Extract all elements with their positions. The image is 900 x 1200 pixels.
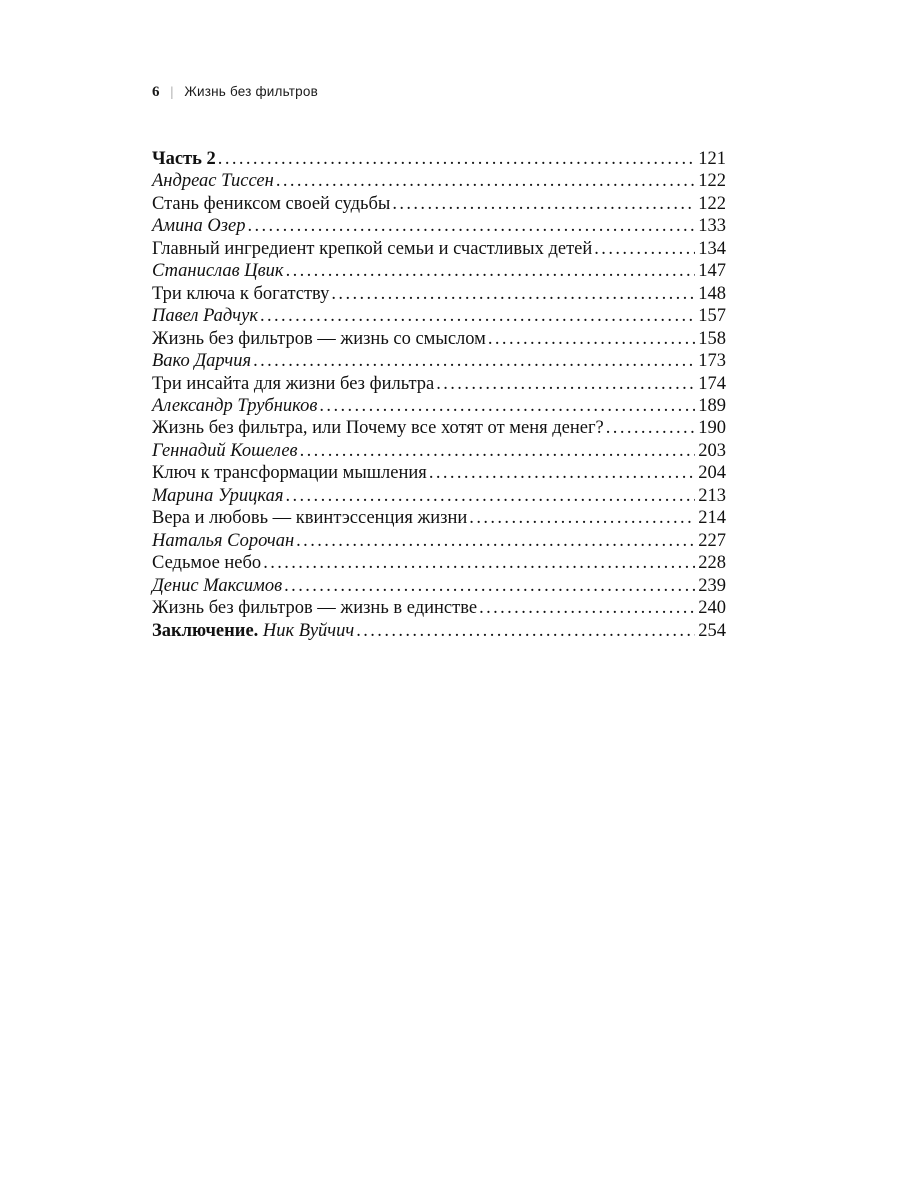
toc-entry (152, 530, 726, 552)
toc-entry (152, 170, 726, 192)
toc-list (152, 148, 726, 642)
toc-entry-title: Заключение. Ник Вуйчич (152, 620, 355, 641)
toc-entry-page: 204 (698, 463, 726, 484)
leader-dots (488, 328, 695, 350)
toc-entry-page: 133 (698, 216, 726, 237)
toc-entry-title: Часть 2 (152, 149, 216, 169)
toc-entry-title: Главный ингредиент крепкой семьи и счастливых детей (152, 238, 593, 259)
page-header (152, 84, 726, 101)
toc-entry-page: 147 (698, 261, 726, 282)
leader-dots (263, 552, 695, 574)
toc-entry-page: 213 (698, 485, 726, 506)
toc-entry-title: Вако Дарчия (152, 351, 252, 372)
toc-entry (152, 193, 726, 215)
toc-entry-page: 173 (698, 351, 726, 372)
leader-dots (606, 417, 695, 439)
page-number: 6 (152, 84, 160, 100)
toc-entry (152, 260, 726, 282)
toc-entry (152, 395, 726, 417)
toc-entry-title: Павел Радчук (152, 306, 258, 327)
toc-entry-title: Марина Урицкая (152, 485, 284, 506)
toc-entry-title: Андреас Тиссен (152, 171, 274, 192)
toc-entry (152, 328, 726, 350)
toc-entry-title: Амина Озер (152, 216, 246, 237)
leader-dots (319, 395, 695, 417)
toc-entry-page: 122 (698, 193, 726, 214)
toc-entry (152, 350, 726, 372)
leader-dots (331, 283, 695, 305)
leader-dots (392, 193, 695, 215)
toc-entry-page: 203 (698, 440, 726, 461)
leader-dots (594, 238, 695, 260)
leader-dots (356, 620, 695, 642)
toc-entry-title: Жизнь без фильтров — жизнь в единстве (152, 598, 478, 619)
leader-dots (276, 170, 695, 192)
toc-entry-title: Три инсайта для жизни без фильтра (152, 373, 435, 394)
toc-entry-title: Вера и любовь — квинтэссенция жизни (152, 508, 468, 529)
toc-entry (152, 620, 726, 642)
leader-dots (300, 440, 696, 462)
toc-entry-page: 239 (698, 575, 726, 596)
toc-entry (152, 238, 726, 260)
toc-entry-page: 174 (698, 373, 726, 394)
toc-entry-title: Стань фениксом своей судьбы (152, 193, 391, 214)
toc-entry-page: 214 (698, 508, 726, 529)
toc-entry (152, 507, 726, 529)
toc-entry-page: 134 (698, 238, 726, 259)
toc-entry (152, 597, 726, 619)
toc-entry-title: Ключ к трансформации мышления (152, 463, 427, 484)
toc-entry-page: 190 (698, 418, 726, 439)
toc-entry-title: Жизнь без фильтра, или Почему все хотят от меня денег? (152, 418, 604, 439)
leader-dots (429, 462, 695, 484)
toc-entry (152, 462, 726, 484)
toc-entry-page: 148 (698, 283, 726, 304)
toc-entry (152, 575, 726, 597)
toc-entry (152, 485, 726, 507)
toc-entry (152, 305, 726, 327)
leader-dots (479, 597, 695, 619)
toc-entry (152, 283, 726, 305)
toc-entry (152, 215, 726, 237)
toc-entry (152, 552, 726, 574)
toc-entry-title: Наталья Сорочан (152, 530, 295, 551)
toc-entry-title: Жизнь без фильтров — жизнь со смыслом (152, 328, 486, 349)
toc-entry-title: Три ключа к богатству (152, 283, 330, 304)
toc-entry (152, 440, 726, 462)
toc-entry-page: 122 (698, 171, 726, 192)
toc-entry-title: Александр Трубников (152, 395, 318, 416)
toc-entry-page: 228 (698, 553, 726, 574)
leader-dots (260, 305, 695, 327)
toc-entry-title: Денис Максимов (152, 575, 283, 596)
leader-dots (218, 148, 695, 170)
leader-dots (284, 575, 695, 597)
toc-entry (152, 417, 726, 439)
leader-dots (436, 373, 695, 395)
leader-dots (286, 260, 696, 282)
toc-entry-title: Седьмое небо (152, 553, 262, 574)
header-divider: | (170, 85, 174, 100)
toc-entry-page: 240 (698, 598, 726, 619)
toc-entry-page: 189 (698, 395, 726, 416)
leader-dots (253, 350, 695, 372)
toc-entry-title: Станислав Цвик (152, 261, 284, 282)
toc-entry-page: 121 (698, 149, 726, 169)
toc-entry-page: 157 (698, 306, 726, 327)
leader-dots (469, 507, 695, 529)
toc-entry (152, 148, 726, 170)
leader-dots (285, 485, 695, 507)
toc-entry (152, 373, 726, 395)
leader-dots (296, 530, 695, 552)
toc-entry-page: 158 (698, 328, 726, 349)
toc-entry-page: 227 (698, 530, 726, 551)
leader-dots (247, 215, 695, 237)
toc-entry-title: Геннадий Кошелев (152, 440, 298, 461)
running-book-title: Жизнь без фильтров (184, 84, 318, 99)
toc-entry-page: 254 (698, 620, 726, 641)
